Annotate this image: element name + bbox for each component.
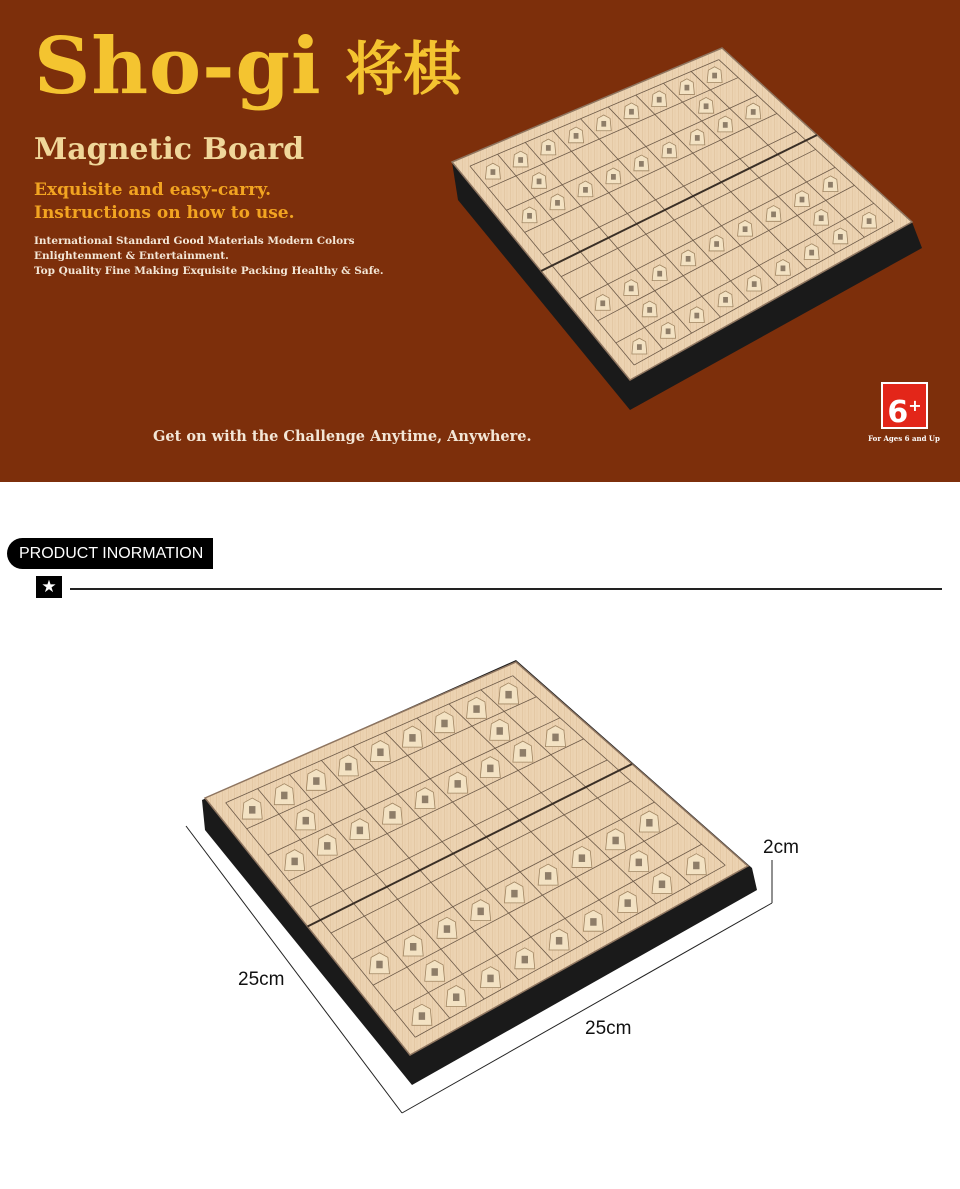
section-header: PRODUCT INORMATION — [7, 538, 213, 569]
banner-feature-2: Enlightenment & Entertainment. — [34, 250, 229, 262]
age-badge-number: 6 — [887, 395, 909, 430]
star-icon: ★ — [36, 576, 62, 598]
product-board-image — [202, 660, 757, 1085]
banner-feature-3: Top Quality Fine Making Exquisite Packing Healthy & Safe. — [34, 265, 384, 277]
banner-board-image — [452, 48, 922, 410]
dimension-height-label: 2cm — [763, 837, 799, 858]
banner-tagline-2: Instructions on how to use. — [34, 203, 295, 223]
banner-slogan: Get on with the Challenge Anytime, Anywhere. — [153, 428, 532, 445]
dimension-width-label: 25cm — [585, 1018, 632, 1039]
banner-feature-1: International Standard Good Materials Modern Colors — [34, 235, 355, 247]
banner-title: Sho-gi — [34, 21, 322, 112]
dimension-depth-label: 25cm — [238, 969, 285, 990]
age-note: For Ages 6 and Up — [868, 434, 940, 443]
banner-title-cjk: 将棋 — [345, 35, 462, 103]
age-badge-plus: + — [908, 396, 922, 415]
banner-tagline-1: Exquisite and easy-carry. — [34, 180, 272, 200]
banner-subtitle: Magnetic Board — [34, 132, 305, 167]
